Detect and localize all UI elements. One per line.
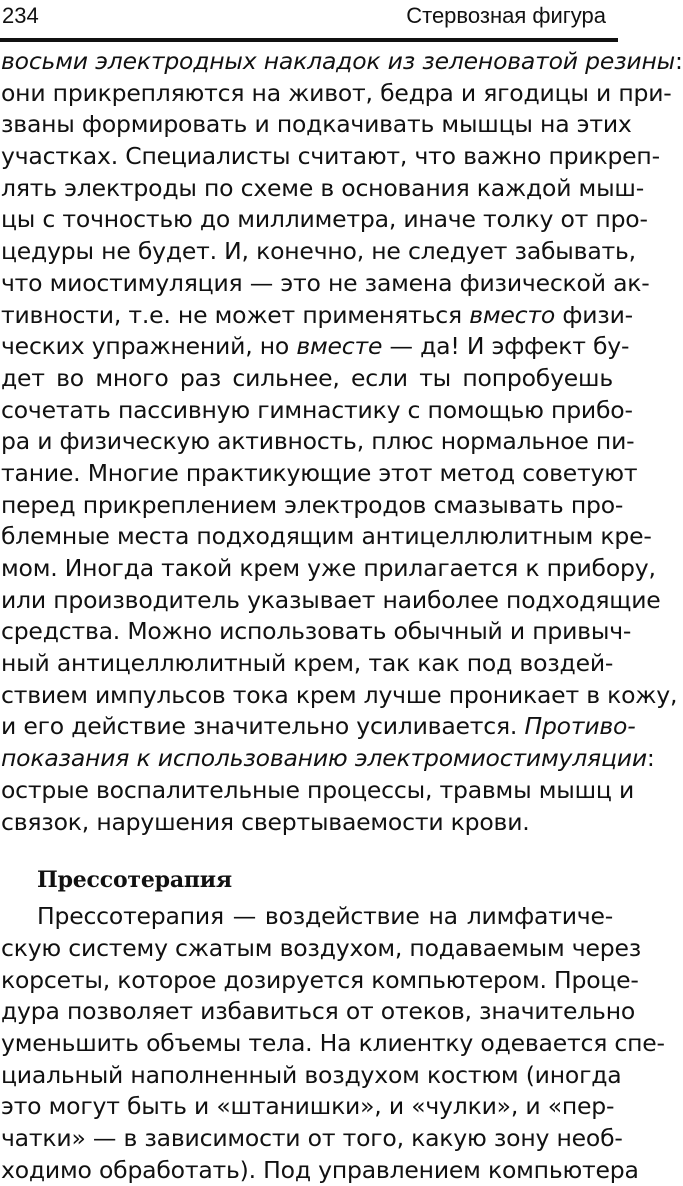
running-title: Стервозная фигура [406,3,606,28]
italic-span: восьми электродных накладок из зеленоватой резины [1,47,675,75]
text-span: острые воспалительные процессы, травмы мышц и [1,775,635,804]
text-line [1,458,638,490]
text-line [1,585,661,617]
text-line: Прессотерапия — воздействие на лимфатиче- [37,902,613,931]
text-line [1,363,613,395]
text-span: цедуры не будет. И, конечно, не следует забывать, [1,237,636,266]
text-line [1,331,630,363]
paragraph-pressotherapy [1,901,665,1186]
text-line [1,807,613,839]
text-span: тивности, т.е. не может применяться [1,300,470,329]
paragraph-electromyostimulation [1,46,683,838]
text-span: ствием импульсов тока крем лучше проникает в кожу, [1,680,678,709]
text-line: чатки» — в зависимости от того, какую зону необ- [1,1124,623,1152]
text-span: ческих упражнений, но [1,332,297,361]
text-line [1,109,632,141]
text-line: это могут быть и «штанишки», и «чулки», и «пер- [1,1092,615,1121]
text-line [1,521,652,553]
page-number: 234 [2,3,39,28]
text-line [1,775,635,807]
text-line [1,490,624,522]
text-line [1,300,633,332]
text-span: мом. Иногда такой крем уже прилагается к прибору, [1,554,656,582]
text-span: званы формировать и подкачивать мышцы на этих [1,110,632,139]
text-line [1,78,672,110]
text-span: сочетать пассивную гимнастику с помощью прибо- [1,395,633,424]
text-span: ра и физическую активность, плюс нормальное пи- [1,427,635,456]
text-line: дура позволяет избавиться от отеков, значительно [1,997,636,1026]
italic-span: вместо [469,300,556,329]
text-line [1,268,650,300]
text-line [1,236,636,268]
page-body [1,46,683,1186]
text-span: связок, нарушения свертываемости крови. [1,807,530,836]
text-span: перед прикреплением электродов смазывать про- [1,490,624,519]
text-line: уменьшить объемы тела. На клиентку одевается спе- [1,1028,665,1057]
text-span: или производитель указывает наиболее подходящие [1,585,661,614]
text-line [1,46,683,78]
text-line [1,395,633,427]
text-span: дет во много раз сильнее, если ты попробуешь [1,363,613,392]
text-line [1,616,632,648]
text-span: и его действие значительно усиливается. [1,712,525,741]
text-span: — да! И эффект бу- [382,332,630,361]
text-line [1,141,660,173]
text-span: : [674,47,683,75]
section-heading: Прессотерапия [37,867,232,894]
text-span: участках. Специалисты считают, что важно прикреп- [1,142,660,171]
text-line: циальный наполненный воздухом костюм (иногда [1,1060,622,1089]
page-header [0,0,620,50]
text-span: что миостимуляция — это не замена физической ак- [1,268,650,297]
text-span: средства. Можно использовать обычный и привыч- [1,617,632,646]
header-rule [0,38,618,42]
text-span: тание. Многие практикующие этот метод советуют [1,458,638,487]
text-line [1,173,645,205]
text-line [1,711,636,743]
text-span: лять электроды по схеме в основания каждой мыш- [1,173,645,202]
italic-span: Противо- [524,712,636,741]
text-span: ный антицеллюлитный крем, так как под воздей- [1,649,614,678]
text-line [1,648,613,680]
text-line: ходимо обработать). Под управлением компьютера [1,1155,639,1184]
text-line: скую систему сжатым воздухом, подаваемым через [1,933,641,962]
text-span: блемные места подходящим антицеллюлитным кре- [1,522,652,551]
text-line [1,204,648,236]
text-line: корсеты, которое дозируется компьютером. Проце- [1,965,639,994]
text-line [1,553,656,585]
text-span: цы с точностью до миллиметра, иначе толку от про- [1,205,648,234]
text-line [1,680,678,712]
text-span: они прикрепляются на живот, бедра и ягодицы и при- [1,78,672,107]
text-line [1,426,635,458]
italic-span: показания к использованию электромиостимуляции [1,744,647,773]
text-span: физи- [555,300,633,329]
text-span: : [646,744,655,773]
italic-span: вместе [296,332,383,361]
section-spacer [1,838,613,865]
text-line [1,743,655,775]
